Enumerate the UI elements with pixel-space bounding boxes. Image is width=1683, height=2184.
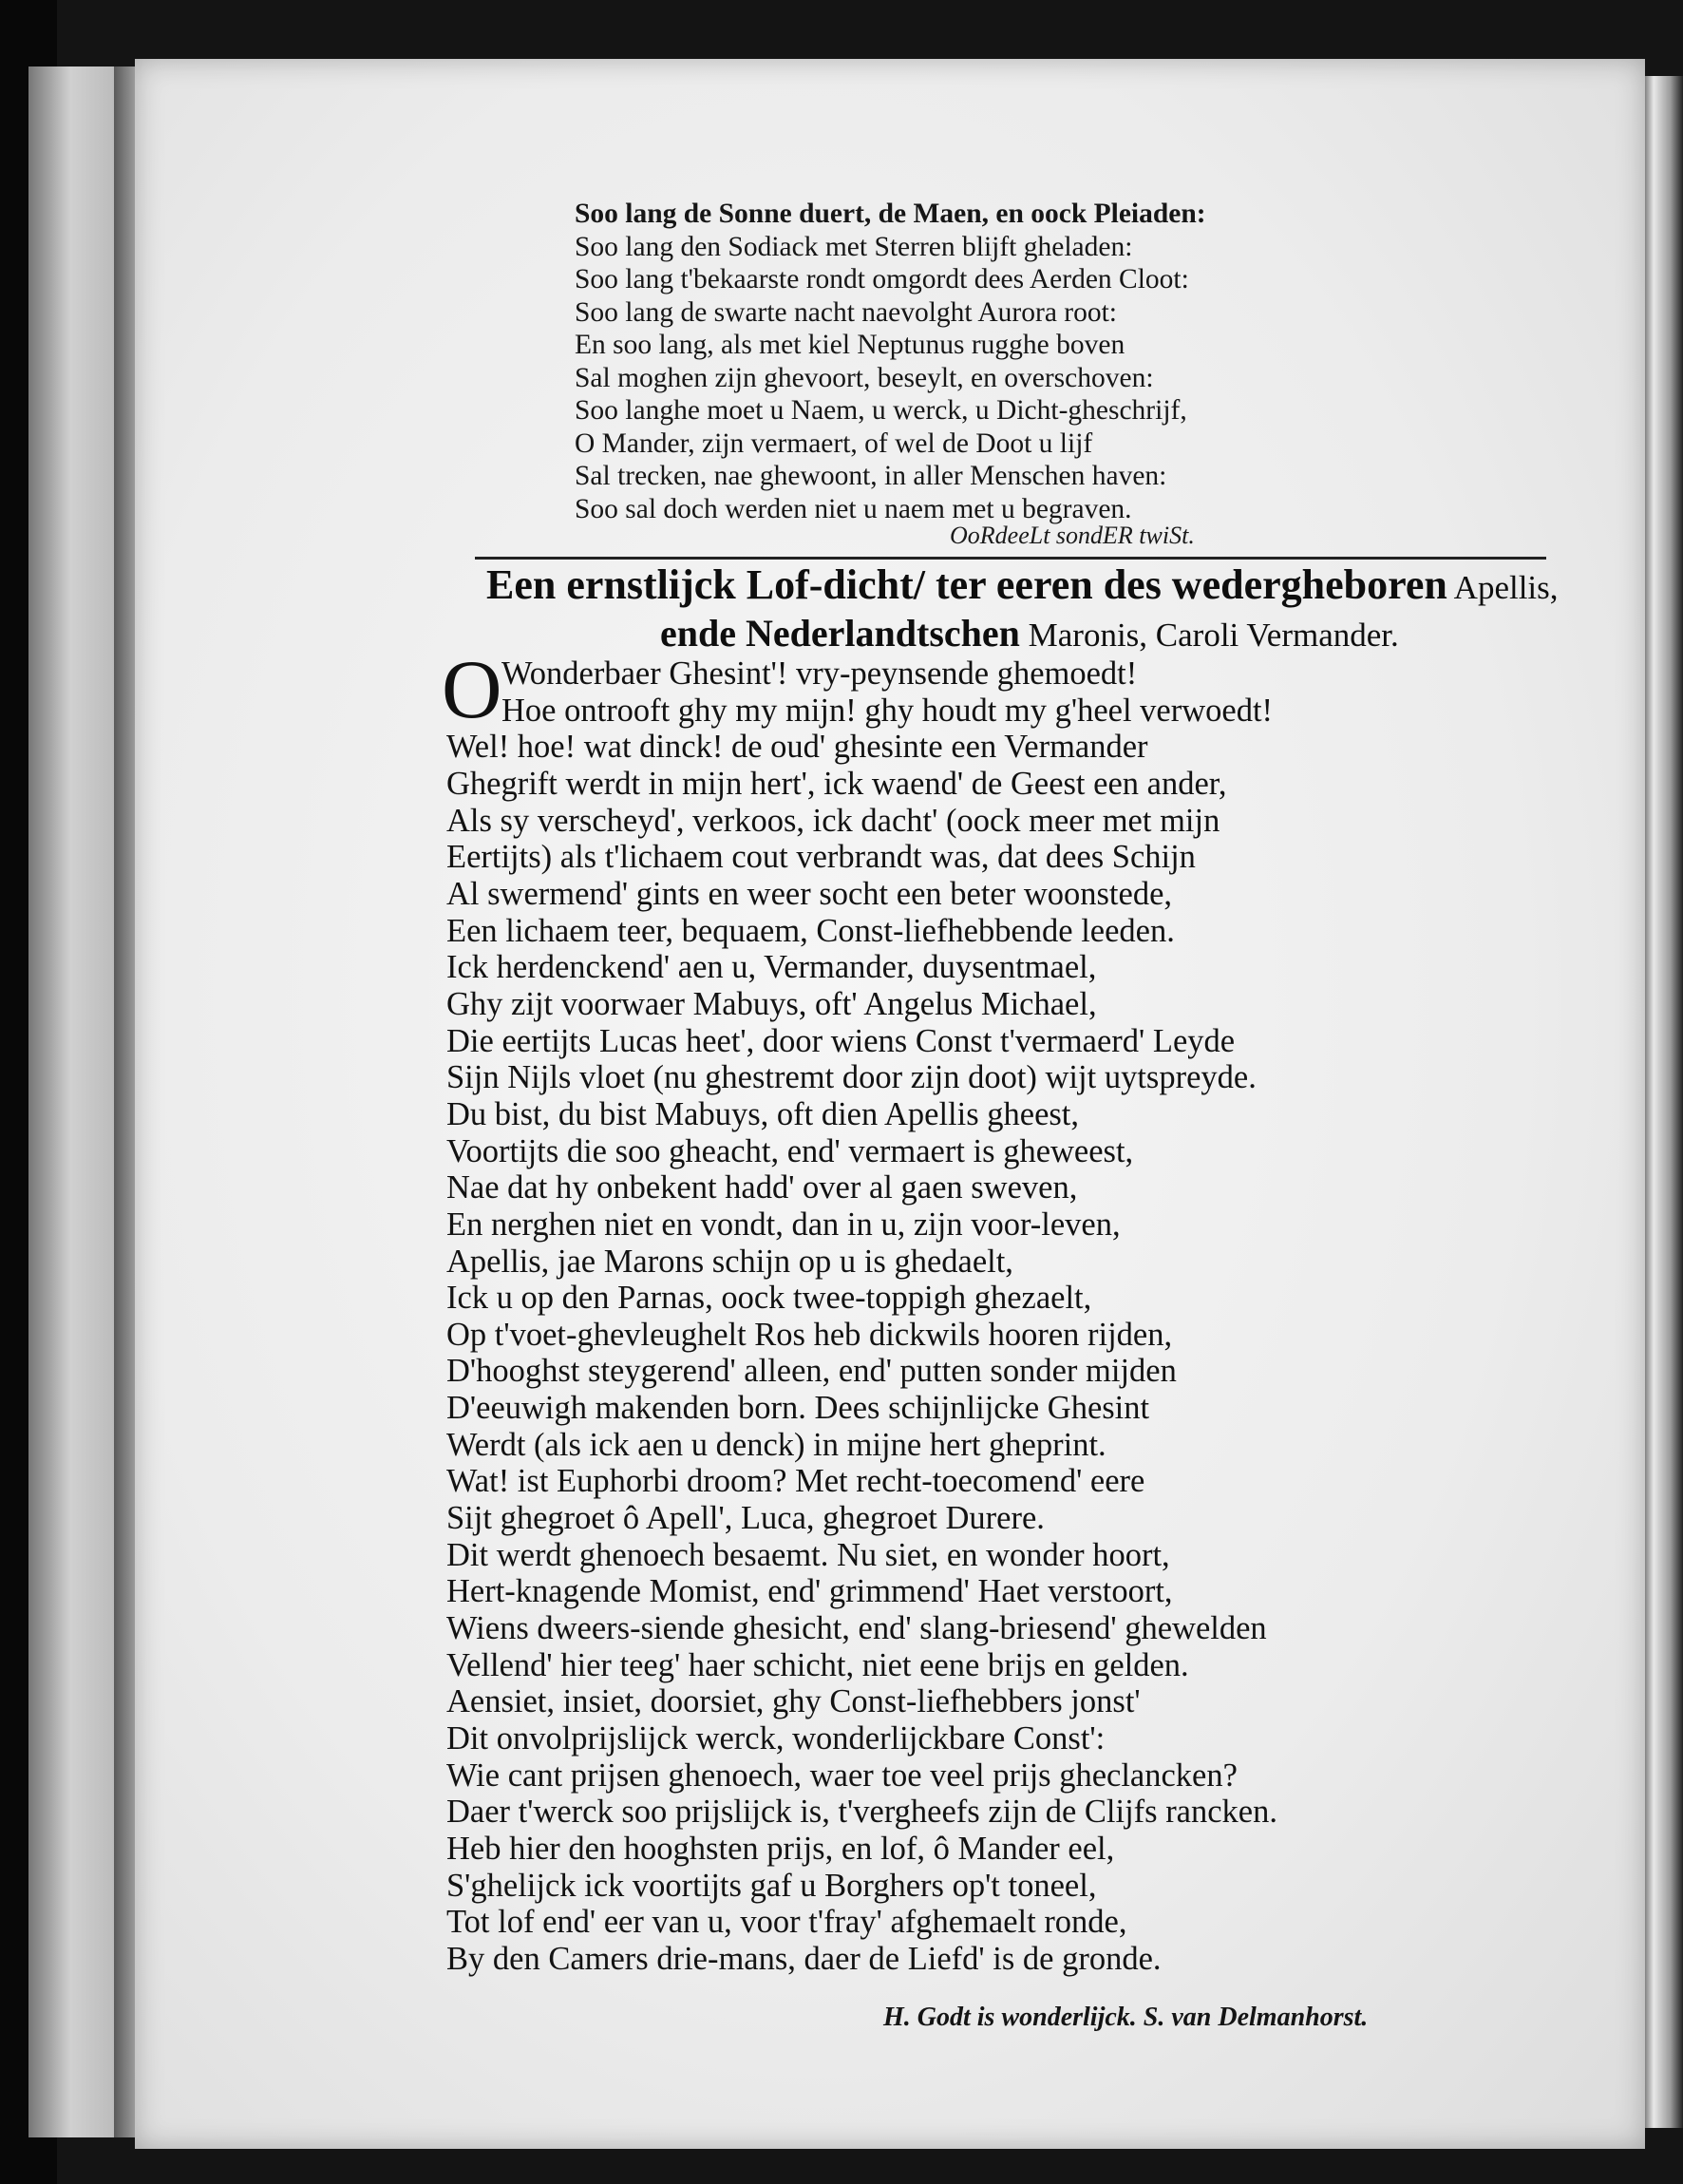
poem-line: Soo lang de Sonne duert, de Maen, en oock Pleiaden: bbox=[575, 199, 1206, 229]
poem-line: By den Camers drie-mans, daer de Liefd' is de gronde. bbox=[446, 1940, 1162, 1977]
poem-line: Aensiet, insiet, doorsiet, ghy Const-liefhebbers jonst' bbox=[446, 1683, 1141, 1720]
poem-heading bbox=[486, 562, 1559, 658]
poem-line: Ghy zijt voorwaer Mabuys, oft' Angelus Michael, bbox=[446, 985, 1097, 1022]
poem-line: Ick u op den Parnas, oock twee-toppigh ghezaelt, bbox=[446, 1280, 1092, 1317]
heading-line-2-roman: Maronis, Caroli Vermander. bbox=[1019, 617, 1399, 654]
poem-line: D'hooghst steygerend' alleen, end' putten sonder mijden bbox=[446, 1353, 1177, 1390]
poem-line: Du bist, du bist Mabuys, oft dien Apellis gheest, bbox=[446, 1095, 1080, 1132]
poem-line: Heb hier den hooghsten prijs, en lof, ô Mander eel, bbox=[446, 1831, 1115, 1867]
poem-line: Soo langhe moet u Naem, u werck, u Dicht-gheschrijf, bbox=[575, 395, 1187, 426]
poem-line: Wiens dweers-siende ghesicht, end' slang-briesend' ghewelden bbox=[446, 1610, 1267, 1647]
poem-line: Wonderbaer Ghesint'! vry-peynsende ghemoedt! bbox=[501, 655, 1138, 692]
poem-line: Apellis, jae Marons schijn op u is ghedaelt, bbox=[446, 1243, 1013, 1280]
poem-line: Wel! hoe! wat dinck! de oud' ghesinte een Vermander bbox=[446, 729, 1148, 766]
poem-line: Sal moghen zijn ghevoort, beseylt, en overschoven: bbox=[575, 362, 1154, 393]
poem-line: Nae dat hy onbekent hadd' over al gaen sweven, bbox=[446, 1169, 1078, 1206]
poem-line: Eertijts) als t'lichaem cout verbrandt was, dat dees Schijn bbox=[446, 839, 1196, 876]
poem-line: Sijn Nijls vloet (nu ghestremt door zijn doot) wijt uytspreyde. bbox=[446, 1059, 1257, 1096]
poem-line: Al swermend' gints en weer socht een beter woonstede, bbox=[446, 875, 1173, 912]
poem-line: Op t'voet-ghevleughelt Ros heb dickwils hooren rijden, bbox=[446, 1316, 1173, 1353]
poem-line: Soo sal doch werden niet u naem met u begraven. bbox=[575, 493, 1132, 524]
poem-line: Soo lang de swarte nacht naevolght Aurora root: bbox=[575, 296, 1118, 328]
poem-line: Ghegrift werdt in mijn hert', ick waend' de Geest een ander, bbox=[446, 765, 1227, 802]
poem-line: Ick herdenckend' aen u, Vermander, duysentmael, bbox=[446, 949, 1097, 986]
poem-line: O Mander, zijn vermaert, of wel de Doot u lijf bbox=[575, 427, 1093, 459]
page-edges bbox=[1641, 76, 1683, 2128]
heading-line-1-roman: Apellis, bbox=[1447, 569, 1559, 606]
poem-line: Sal trecken, nae ghewoont, in aller Menschen haven: bbox=[575, 461, 1167, 491]
heading-line-2-blackletter: ende Nederlandtschen bbox=[660, 612, 1020, 655]
poem-line: Voortijts die soo gheacht, end' vermaert is gheweest, bbox=[446, 1132, 1134, 1169]
poem-line: Werdt (als ick aen u denck) in mijne hert gheprint. bbox=[446, 1426, 1106, 1463]
poem-line: Dit onvolprijslijck werck, wonderlijckbare Const': bbox=[446, 1720, 1106, 1757]
poem-line: Sijt ghegroet ô Apell', Luca, ghegroet Durere. bbox=[446, 1500, 1045, 1537]
poem-line: Die eertijts Lucas heet', door wiens Const t'vermaerd' Leyde bbox=[446, 1022, 1236, 1059]
main-poem-signature: H. Godt is wonderlijck. S. van Delmanhorst. bbox=[883, 2003, 1369, 2032]
opening-poem bbox=[575, 198, 1206, 525]
poem-line: Een lichaem teer, bequaem, Const-liefhebbende leeden. bbox=[446, 912, 1175, 949]
poem-line: Als sy verscheyd', verkoos, ick dacht' (oock meer met mijn bbox=[446, 802, 1220, 839]
poem-line: Wie cant prijsen ghenoech, waer toe veel prijs gheclancken? bbox=[446, 1757, 1238, 1794]
poem-line: Dit werdt ghenoech besaemt. Nu siet, en wonder hoort, bbox=[446, 1536, 1170, 1573]
poem-line: Tot lof end' eer van u, voor t'fray' afghemaelt ronde, bbox=[446, 1904, 1127, 1941]
heading-line-1 bbox=[486, 562, 1559, 611]
heading-line-2 bbox=[660, 611, 1559, 658]
main-poem bbox=[446, 655, 1277, 1978]
poem-line: En soo lang, als met kiel Neptunus rugghe boven bbox=[575, 330, 1125, 360]
section-rule bbox=[475, 557, 1546, 560]
poem-line: D'eeuwigh makenden born. Dees schijnlijcke Ghesint bbox=[446, 1390, 1150, 1427]
opening-poem-signature: OoRdeeLt sondER twiSt. bbox=[950, 522, 1195, 549]
drop-capital: O bbox=[442, 644, 502, 736]
heading-line-1-blackletter: Een ernstlijck Lof-dicht/ ter eeren des wedergheboren bbox=[486, 561, 1447, 608]
poem-line: Wat! ist Euphorbi droom? Met recht-toecomend' eere bbox=[446, 1463, 1145, 1500]
poem-line: Soo lang t'bekaarste rondt omgordt dees Aerden Cloot: bbox=[575, 264, 1189, 294]
poem-line: Vellend' hier teeg' haer schicht, niet eene brijs en gelden. bbox=[446, 1646, 1189, 1683]
poem-line: Hert-knagende Momist, end' grimmend' Haet verstoort, bbox=[446, 1573, 1173, 1610]
poem-line: Hoe ontrooft ghy my mijn! ghy houdt my g'heel verwoedt! bbox=[501, 692, 1274, 729]
poem-line: Daer t'werck soo prijslijck is, t'vergheefs zijn de Clijfs rancken. bbox=[446, 1794, 1277, 1831]
poem-line: Soo lang den Sodiack met Sterren blijft gheladen: bbox=[575, 231, 1133, 262]
poem-line: En nerghen niet en vondt, dan in u, zijn voor-leven, bbox=[446, 1206, 1121, 1243]
poem-line: S'ghelijck ick voortijts gaf u Borghers op't toneel, bbox=[446, 1867, 1097, 1904]
